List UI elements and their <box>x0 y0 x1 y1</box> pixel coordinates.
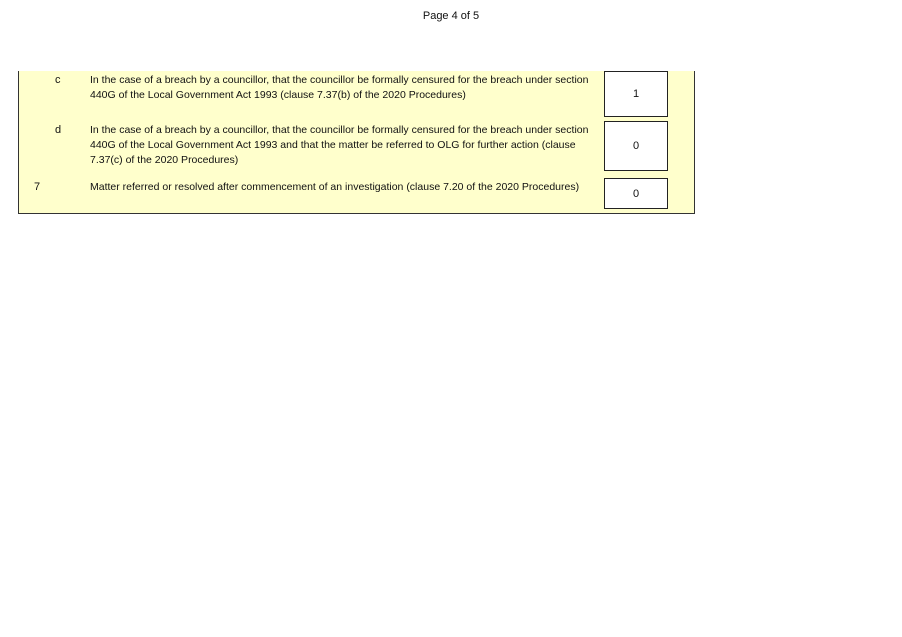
row-value-box: 1 <box>604 71 668 117</box>
row-marker: 7 <box>34 181 41 193</box>
row-marker: d <box>55 124 62 136</box>
page-number-label: Page 4 of 5 <box>422 10 480 22</box>
row-description: Matter referred or resolved after commencement of an investigation (clause 7.20 of the 2020 Procedures) <box>90 181 580 193</box>
row-value-box: 0 <box>604 178 668 209</box>
row-description: In the case of a breach by a councillor, that the councillor be formally censured for the breach under section 440G of the Local Government Act 1993 and that the matter be referred to OLG for further action (clause 7.37(c) of the 2020 Procedures) <box>90 124 589 167</box>
statistics-panel <box>18 71 695 214</box>
row-value-box: 0 <box>604 121 668 171</box>
row-marker: c <box>55 74 61 86</box>
row-description: In the case of a breach by a councillor, that the councillor be formally censured for the breach under section 440G of the Local Government Act 1993 (clause 7.37(b) of the 2020 Procedures) <box>90 74 589 102</box>
